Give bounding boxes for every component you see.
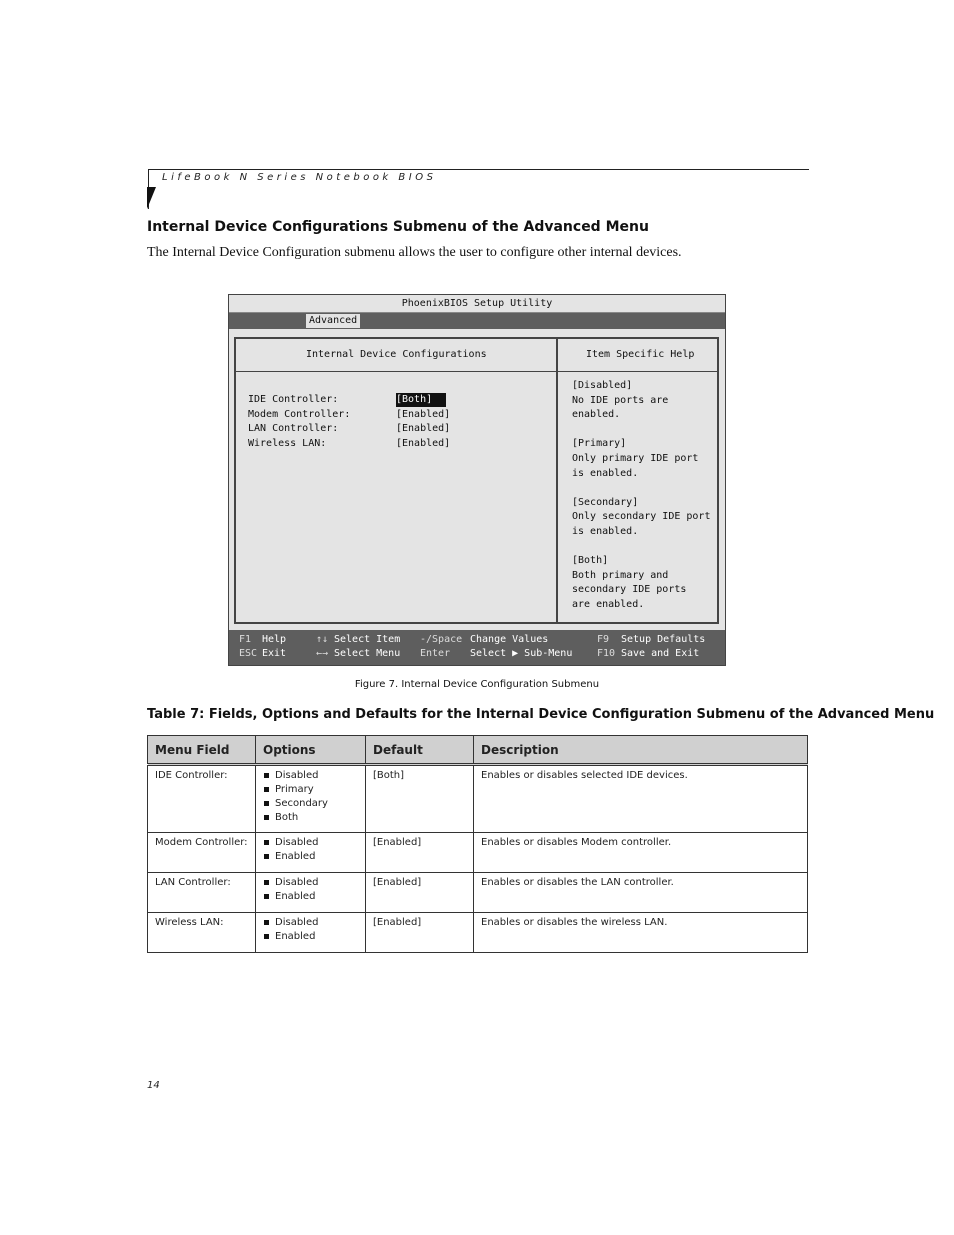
- bios-row-value[interactable]: [Enabled]: [396, 438, 451, 449]
- header-rule: [148, 169, 809, 170]
- option-item: Disabled: [263, 916, 358, 930]
- intro-paragraph: The Internal Device Configuration submenu allows the user to configure other internal devices.: [147, 245, 682, 260]
- cell-field: Modem Controller:: [148, 833, 256, 873]
- cell-default: [Both]: [366, 765, 474, 833]
- key-left-right-arrows: ←→: [316, 648, 329, 659]
- key-space: -/Space: [420, 634, 463, 645]
- key-space-desc: Change Values: [470, 634, 549, 645]
- bios-row-label: LAN Controller:: [248, 423, 339, 434]
- key-esc-desc: Exit: [262, 648, 287, 659]
- bios-submenu-title: Internal Device Configurations: [306, 349, 487, 360]
- bios-help-text: [Disabled] No IDE ports are enabled. [Primary] Only primary IDE port is enabled. [Secondary] Only secondary IDE port is enabled. [Both] Both primary and secondary IDE ports are enabled.: [572, 380, 711, 610]
- cell-description: Enables or disables the wireless LAN.: [474, 913, 808, 953]
- key-up-down-desc: Select Item: [334, 634, 401, 645]
- bios-help-title: Item Specific Help: [586, 349, 695, 360]
- bios-row-value[interactable]: [Enabled]: [396, 409, 451, 420]
- table-row: [148, 873, 808, 913]
- bios-row-value-selected[interactable]: [Both]: [396, 393, 446, 407]
- table-row: [148, 833, 808, 873]
- cell-default: [Enabled]: [366, 913, 474, 953]
- bios-panel-divider: [556, 339, 558, 622]
- header-corner-mark: [147, 187, 156, 209]
- option-item: Primary: [263, 783, 358, 797]
- table-title: Table 7: Fields, Options and Defaults for the Internal Device Configuration Submenu of the Advanced Menu: [147, 707, 935, 722]
- option-item: Enabled: [263, 850, 358, 864]
- bios-row-value[interactable]: [Enabled]: [396, 423, 451, 434]
- cell-field: LAN Controller:: [148, 873, 256, 913]
- section-title: Internal Device Configurations Submenu of the Advanced Menu: [147, 219, 649, 235]
- bios-header-rule: [236, 371, 717, 372]
- key-f9-desc: Setup Defaults: [621, 634, 706, 645]
- bios-menu-bar: [229, 313, 725, 329]
- cell-description: Enables or disables the LAN controller.: [474, 873, 808, 913]
- cell-options: [256, 833, 366, 873]
- option-item: Both: [263, 811, 358, 825]
- table-row: [148, 913, 808, 953]
- key-f9: F9: [597, 634, 610, 645]
- bios-title: PhoenixBIOS Setup Utility: [229, 295, 725, 313]
- column-header: Description: [474, 736, 808, 765]
- key-up-down-arrows: ↑↓: [316, 634, 329, 645]
- bios-row-label: IDE Controller:: [248, 394, 339, 405]
- cell-description: Enables or disables selected IDE devices.: [474, 765, 808, 833]
- option-item: Disabled: [263, 769, 358, 783]
- cell-options: [256, 765, 366, 833]
- key-f1: F1: [239, 634, 252, 645]
- option-item: Secondary: [263, 797, 358, 811]
- table-row: [148, 765, 808, 833]
- bios-footer: [229, 630, 725, 665]
- column-header: Options: [256, 736, 366, 765]
- cell-options: [256, 873, 366, 913]
- option-item: Enabled: [263, 930, 358, 944]
- figure-caption: Figure 7. Internal Device Configuration Submenu: [354, 679, 600, 690]
- key-enter: Enter: [420, 648, 451, 659]
- bios-screenshot: [228, 294, 726, 666]
- cell-field: IDE Controller:: [148, 765, 256, 833]
- fields-table: [147, 735, 808, 953]
- tab-advanced[interactable]: Advanced: [306, 314, 360, 328]
- page-number: 14: [147, 1080, 160, 1091]
- cell-default: [Enabled]: [366, 833, 474, 873]
- key-f10-desc: Save and Exit: [621, 648, 700, 659]
- option-item: Disabled: [263, 876, 358, 890]
- key-esc: ESC: [239, 648, 258, 659]
- bios-row-label: Modem Controller:: [248, 409, 351, 420]
- column-header: Menu Field: [148, 736, 256, 765]
- key-left-right-desc: Select Menu: [334, 648, 401, 659]
- option-item: Enabled: [263, 890, 358, 904]
- bios-panel: [234, 337, 719, 624]
- running-head: LifeBook N Series Notebook BIOS: [162, 172, 437, 183]
- column-header: Default: [366, 736, 474, 765]
- key-f1-desc: Help: [262, 634, 287, 645]
- option-item: Disabled: [263, 836, 358, 850]
- key-f10: F10: [597, 648, 616, 659]
- cell-description: Enables or disables Modem controller.: [474, 833, 808, 873]
- cell-default: [Enabled]: [366, 873, 474, 913]
- cell-options: [256, 913, 366, 953]
- table-header-row: [148, 736, 808, 765]
- bios-row-label: Wireless LAN:: [248, 438, 327, 449]
- cell-field: Wireless LAN:: [148, 913, 256, 953]
- key-enter-desc: Select ▶ Sub-Menu: [470, 648, 573, 659]
